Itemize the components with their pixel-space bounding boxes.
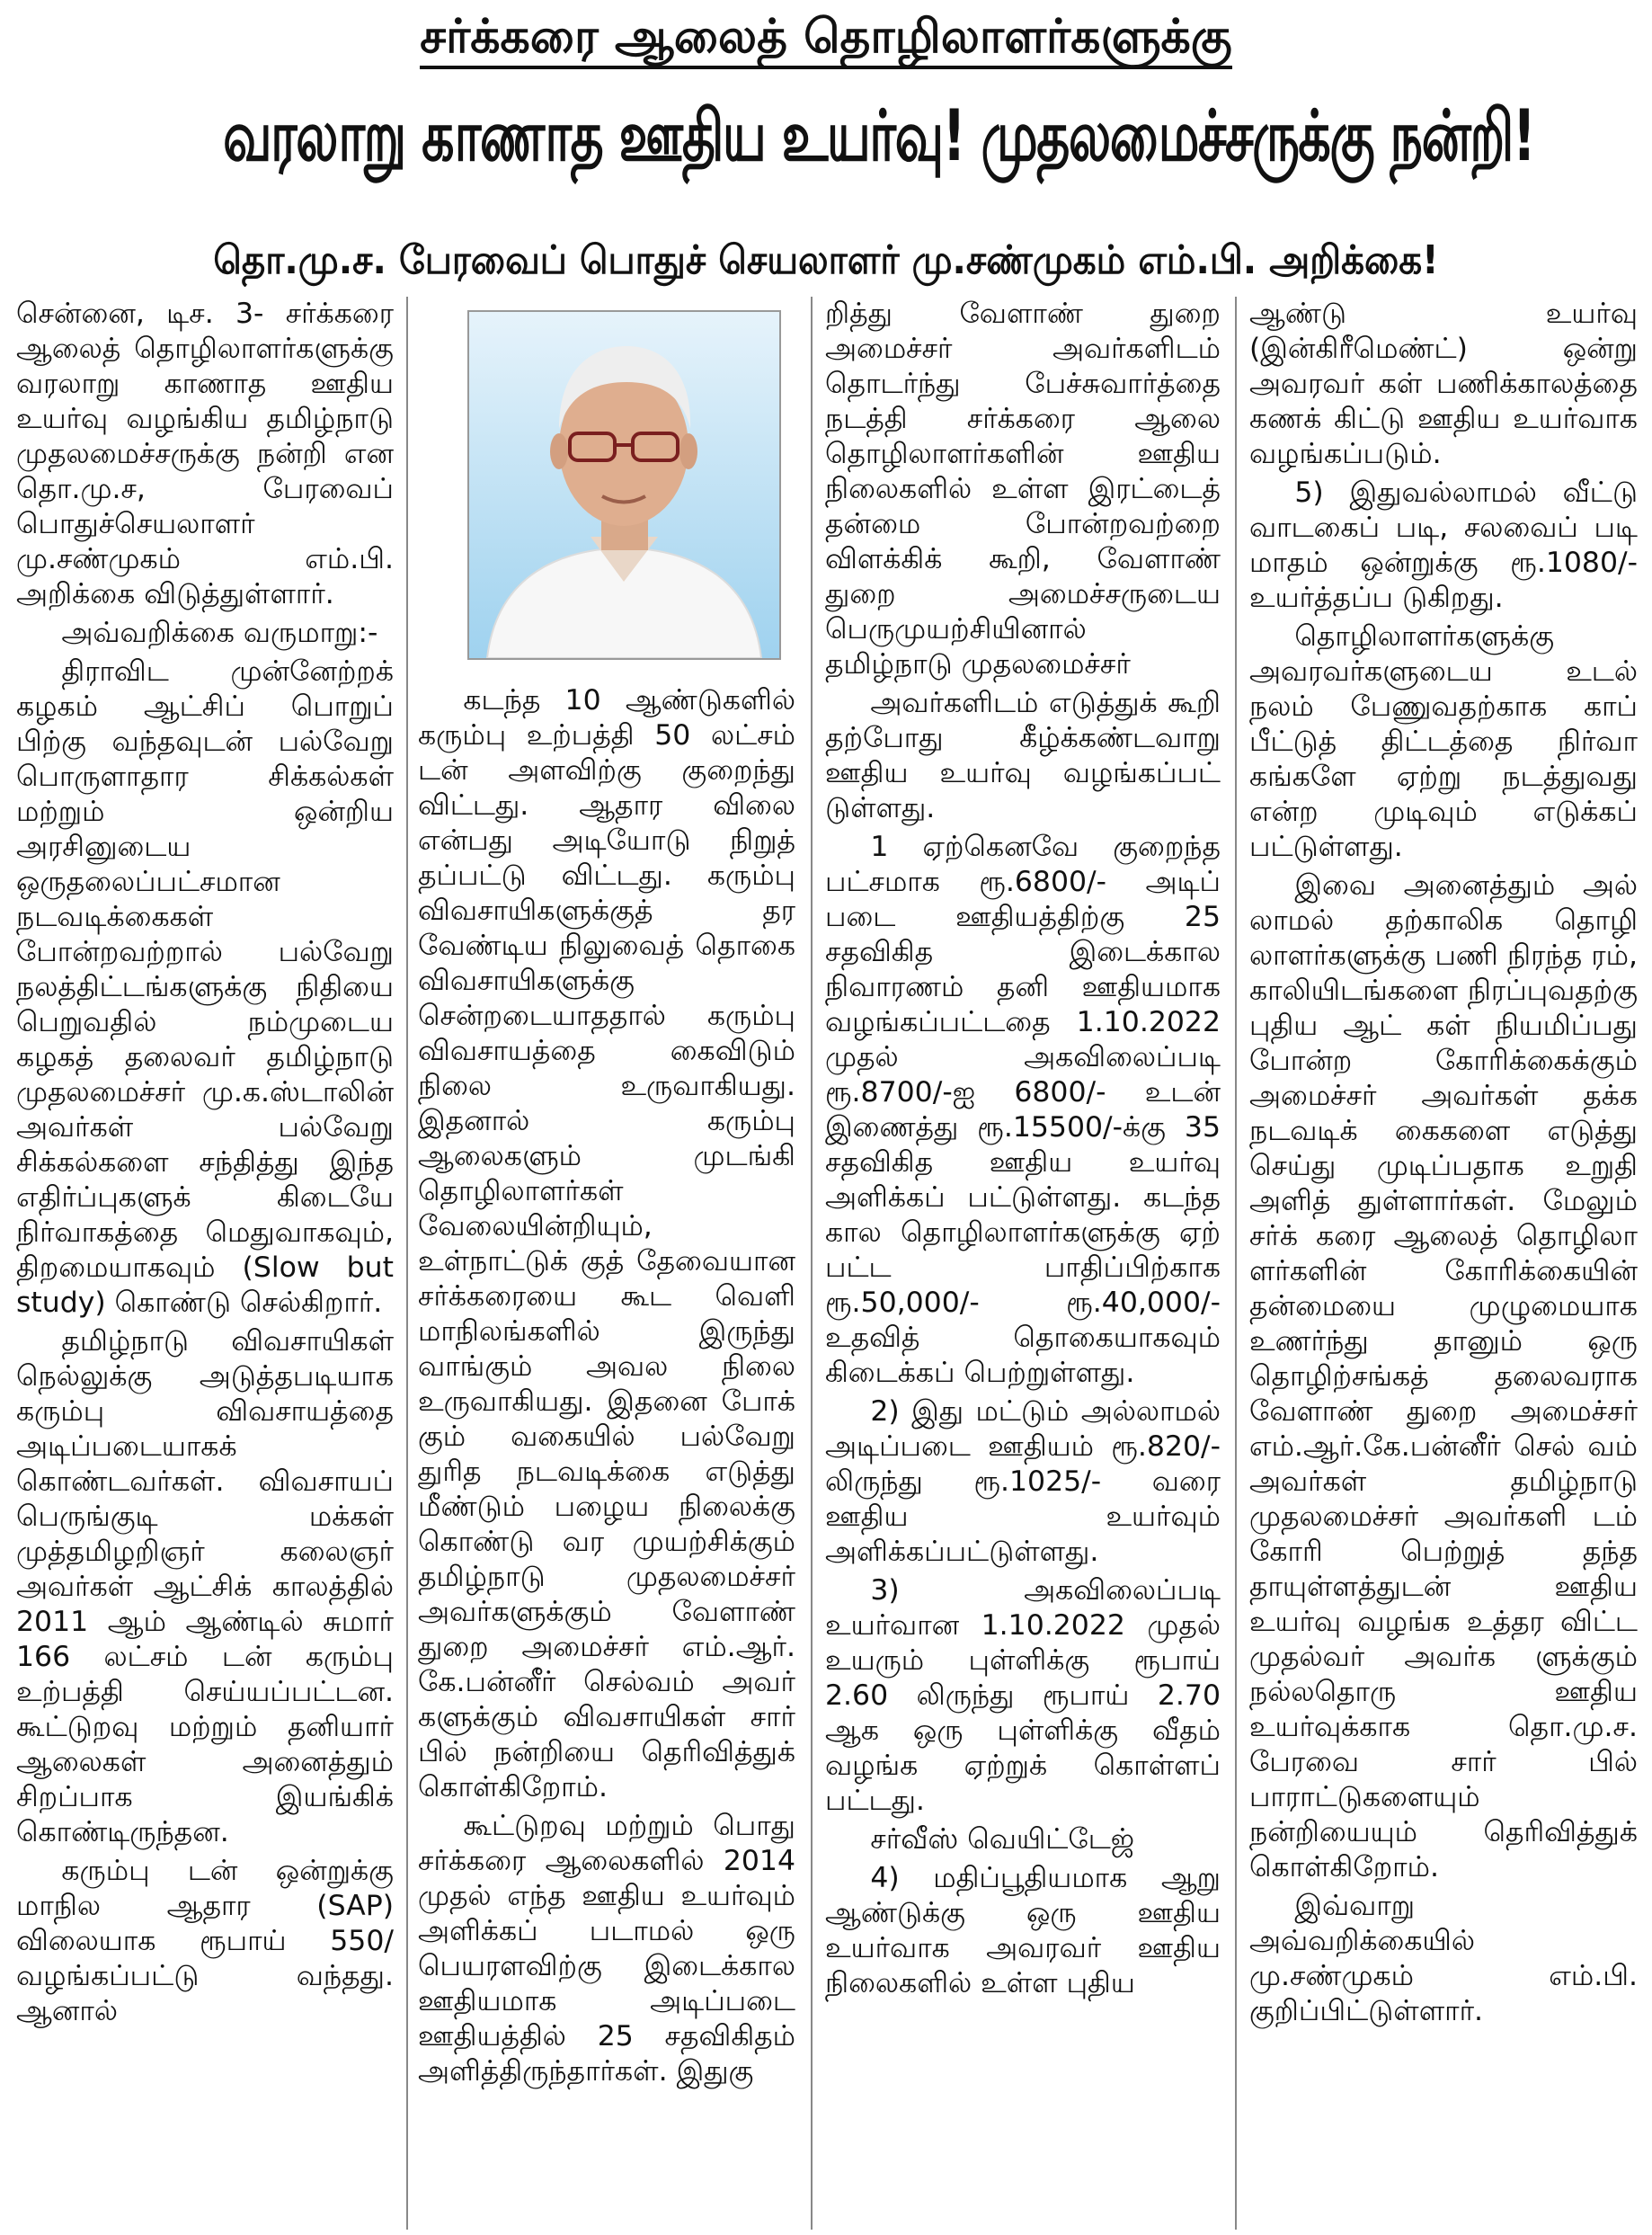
paragraph: சர்வீஸ் வெயிட்டேஜ் [870,1823,1135,1856]
paragraph: றித்து வேளாண் துறை அமைச்சர் அவர்களிடம் தொடர்ந்து பேச்சுவார்த்தை நடத்தி சர்க்கரை ஆலை தொழிலாளர்களின் ஊதிய நிலைகளில் உள்ள இரட்டைத் தன்மை போன்றவற்றை விளக்கிக் கூறி, வேளாண் துறை அமைச்சருடைய பெருமுயற்சியினால் தமிழ்நாடு முதலமைச்சர் [825,298,1221,681]
paragraph: ஆண்டு உயர்வு (இன்கிரீமெண்ட்) ஒன்று அவரவர் கள் பணிக்காலத்தை கணக் கிட்டு ஊதிய உயர்வாக வழங்கப்படும். [1249,298,1638,470]
article-column-1 [16,297,394,2230]
paragraph: அவர்களிடம் எடுத்துக் கூறி தற்போது கீழ்க்கண்டவாறு ஊதிய உயர்வு வழங்கப்பட் டுள்ளது. [825,687,1221,824]
portrait-photo [467,310,781,660]
kicker-text: சர்க்கரை ஆலைத் தொழிலாளர்களுக்கு [420,10,1231,69]
paragraph: கரும்பு டன் ஒன்றுக்கு மாநில ஆதார (SAP) விலையாக ரூபாய் 550/ வழங்கப்பட்டு வந்தது. ஆனால் [16,1855,394,2027]
paragraph: 1 ஏற்கெனவே குறைந்த பட்சமாக ரூ.6800/- அடிப் படை ஊதியத்திற்கு 25 சதவிகித இடைக்கால நிவாரணம் தனி ஊதியமாக வழங்கப்பட்டதை 1.10.2022 முதல் அகவிலைப்படி ரூ.8700/-ஐ 6800/- உடன் இணைத்து ரூ.15500/-க்கு 35 சதவிகித ஊதிய உயர்வு அளிக்கப் பட்டுள்ளது. கடந்த கால தொழிலாளர்களுக்கு ஏற் பட்ட பாதிப்பிற்காக ரூ.50,000/- ரூ.40,000/- உதவித் தொகையாகவும் கிடைக்கப் பெற்றுள்ளது. [825,831,1221,1389]
article-column-4 [1249,297,1638,2230]
column-rule [1235,297,1237,2230]
paragraph: இவ்வாறு அவ்வறிக்கையில் மு.சண்முகம் எம்.பி. குறிப்பிட்டுள்ளார். [1249,1890,1638,2027]
paragraph: அவ்வறிக்கை வருமாறு:- [61,617,378,649]
paragraph: 2) இது மட்டும் அல்லாமல் அடிப்படை ஊதியம் ரூ.820/-லிருந்து ரூ.1025/- வரை ஊதிய உயர்வும் அளிக்கப்பட்டுள்ளது. [825,1395,1221,1568]
paragraph: 3) அகவிலைப்படி உயர்வான 1.10.2022 முதல் உயரும் புள்ளிக்கு ரூபாய் 2.60 லிருந்து ரூபாய் 2.70 ஆக ஒரு புள்ளிக்கு வீதம் வழங்க ஏற்றுக் கொள்ளப் பட்டது. [825,1574,1221,1817]
subheadline: தொ.மு.ச. பேரவைப் பொதுச் செயலாளர் மு.சண்முகம் எம்.பி. அறிக்கை! [213,237,1439,283]
column-rule [406,297,408,2230]
paragraph: கூட்டுறவு மற்றும் பொது சர்க்கரை ஆலைகளில் 2014 முதல் எந்த ஊதிய உயர்வும் அளிக்கப் படாமல் ஒரு பெயரளவிற்கு இடைக்கால ஊதியமாக அடிப்படை ஊதியத்தில் 25 சதவிகிதம் அளித்திருந்தார்கள். இதுகு [418,1810,795,2088]
paragraph: 4) மதிப்பூதியமாக ஆறு ஆண்டுக்கு ஒரு ஊதிய உயர்வாக அவரவர் ஊதிய நிலைகளில் உள்ள புதிய [825,1862,1221,1999]
paragraph: திராவிட முன்னேற்றக் கழகம் ஆட்சிப் பொறுப் பிற்கு வந்தவுடன் பல்வேறு பொருளாதார சிக்கல்கள் மற்றும் ஒன்றிய அரசினுடைய ஒருதலைப்பட்சமான நடவடிக்கைகள் போன்றவற்றால் பல்வேறு நலத்திட்டங்களுக்கு நிதியை பெறுவதில் நம்முடைய கழகத் தலைவர் தமிழ்நாடு முதலமைச்சர் மு.க.ஸ்டாலின் அவர்கள் பல்வேறு சிக்கல்களை சந்தித்து இந்த எதிர்ப்புகளுக் கிடையே நிர்வாகத்தை மெதுவாகவும், திறமையாகவும் (Slow but study) கொண்டு செல்கிறார். [16,655,394,1319]
paragraph: தொழிலாளர்களுக்கு அவரவர்களுடைய உடல் நலம் பேணுவதற்காக காப் பீட்டுத் திட்டத்தை நிர்வா கங்களே ஏற்று நடத்துவது என்ற முடிவும் எடுக்கப் பட்டுள்ளது. [1249,620,1638,863]
article-column-3 [825,297,1221,2230]
paragraph: கடந்த 10 ஆண்டுகளில் கரும்பு உற்பத்தி 50 லட்சம் டன் அளவிற்கு குறைந்து விட்டது. ஆதார விலை என்பது அடியோடு நிறுத் தப்பட்டு விட்டது. கரும்பு விவசாயிகளுக்குத் தர வேண்டிய நிலுவைத் தொகை விவசாயிகளுக்கு சென்றடையாததால் கரும்பு விவசாயத்தை கைவிடும் நிலை உருவாகியது. இதனால் கரும்பு ஆலைகளும் முடங்கி தொழிலாளர்கள் வேலையின்றியும், உள்நாட்டுக் குத் தேவையான சர்க்கரையை கூட வெளி மாநிலங்களில் இருந்து வாங்கும் அவல நிலை உருவாகியது. இதனை போக் கும் வகையில் பல்வேறு துரித நடவடிக்கை எடுத்து மீண்டும் பழைய நிலைக்கு கொண்டு வர முயற்சிக்கும் தமிழ்நாடு முதலமைச்சர் அவர்களுக்கும் வேளாண் துறை அமைச்சர் எம்.ஆர். கே.பன்னீர் செல்வம் அவர் களுக்கும் விவசாயிகள் சார் பில் நன்றியை தெரிவித்துக் கொள்கிறோம். [418,684,795,1803]
portrait-photo-icon [469,312,779,658]
article-column-2 [418,683,795,2230]
column-rule [811,297,813,2230]
kicker [0,5,1652,68]
paragraph: 5) இதுவல்லாமல் வீட்டு வாடகைப் படி, சலவைப் படி மாதம் ஒன்றுக்கு ரூ.1080/- உயர்த்தப்ப டுகிறது. [1249,476,1638,614]
headline: வரலாறு காணாத ஊதிய உயர்வு! முதலமைச்சருக்கு நன்றி! [223,96,1535,177]
paragraph: சென்னை, டிச. 3- சர்க்கரை ஆலைத் தொழிலாளர்களுக்கு வரலாறு காணாத ஊதிய உயர்வு வழங்கிய தமிழ்நாடு முதலமைச்சருக்கு நன்றி என தொ.மு.ச, பேரவைப் பொதுச்செயலாளர் மு.சண்முகம் எம்.பி. அறிக்கை விடுத்துள்ளார். [16,298,394,610]
paragraph: இவை அனைத்தும் அல் லாமல் தற்காலிக தொழி லாளர்களுக்கு பணி நிரந்த ரம், காலியிடங்களை நிரப்புவதற்கு புதிய ஆட் கள் நியமிப்பது போன்ற கோரிக்கைக்கும் அமைச்சர் அவர்கள் தக்க நடவடிக் கைகளை எடுத்து செய்து முடிப்பதாக உறுதி அளித் துள்ளார்கள். மேலும் சர்க் கரை ஆலைத் தொழிலா ளர்களின் கோரிக்கையின் தன்மையை முழுமையாக உணர்ந்து தானும் ஒரு தொழிற்சங்கத் தலைவராக வேளாண் துறை அமைச்சர் எம்.ஆர்.கே.பன்னீர் செல் வம் அவர்கள் தமிழ்நாடு முதலமைச்சர் அவர்களி டம் கோரி பெற்றுத் தந்த தாயுள்ளத்துடன் ஊதிய உயர்வு வழங்க உத்தர விட்ட முதல்வர் அவர்க ளுக்கும் நல்லதொரு ஊதிய உயர்வுக்காக தொ.மு.ச. பேரவை சார் பில் பாராட்டுகளையும் நன்றியையும் தெரிவித்துக் கொள்கிறோம். [1249,869,1638,1883]
paragraph: தமிழ்நாடு விவசாயிகள் நெல்லுக்கு அடுத்தபடியாக கரும்பு விவசாயத்தை அடிப்படையாகக் கொண்டவர்கள். விவசாயப் பெருங்குடி மக்கள் முத்தமிழறிஞர் கலைஞர் அவர்கள் ஆட்சிக் காலத்தில் 2011 ஆம் ஆண்டில் சுமார் 166 லட்சம் டன் கரும்பு உற்பத்தி செய்யப்பட்டன. கூட்டுறவு மற்றும் தனியார் ஆலைகள் அனைத்தும் சிறப்பாக இயங்கிக் கொண்டிருந்தன. [16,1325,394,1848]
